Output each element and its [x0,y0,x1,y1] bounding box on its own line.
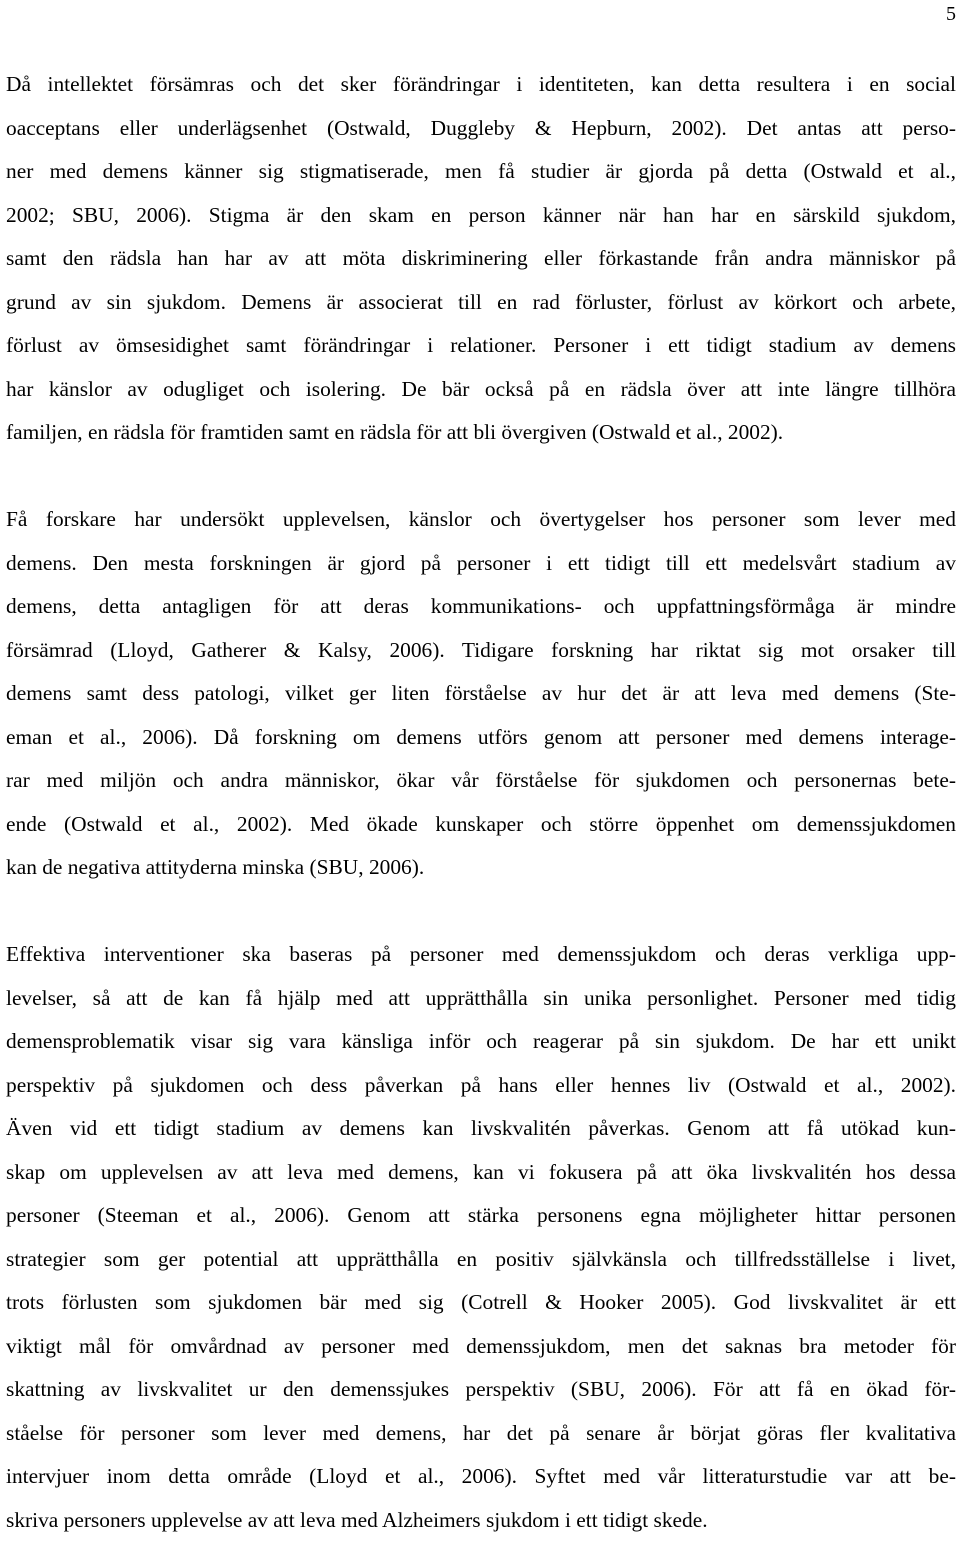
text-line: Få forskare har undersökt upplevelsen, känslor och övertygelser hos personer som lever med [6,498,956,542]
text-line: oacceptans eller underlägsenhet (Ostwald, Duggleby & Hepburn, 2002). Det antas att perso- [6,107,956,151]
text-line: 2002; SBU, 2006). Stigma är den skam en person känner när han har en särskild sjukdom, [6,194,956,238]
text-line: skattning av livskvalitet ur den demenssjukes perspektiv (SBU, 2006). För att få en ökad för- [6,1368,956,1412]
text-line: intervjuer inom detta område (Lloyd et al., 2006). Syftet med vår litteraturstudie var att be- [6,1455,956,1499]
text-line: demens, detta antagligen för att deras kommunikations- och uppfattningsförmåga är mindre [6,585,956,629]
page-number: 5 [946,2,956,26]
paragraph-spacer [6,890,956,934]
paragraph-1 [6,63,956,455]
text-line: viktigt mål för omvårdnad av personer med demenssjukdom, men det saknas bra metoder för [6,1325,956,1369]
paragraph-2 [6,498,956,890]
text-line: Då intellektet försämras och det sker förändringar i identiteten, kan detta resultera i en social [6,63,956,107]
text-line: förlust av ömsesidighet samt förändringar i relationer. Personer i ett tidigt stadium av demens [6,324,956,368]
text-line: rar med miljön och andra människor, ökar vår förståelse för sjukdomen och personernas bete- [6,759,956,803]
text-line: har känslor av odugliget och isolering. De bär också på en rädsla över att inte längre tillhöra [6,368,956,412]
text-line: ner med demens känner sig stigmatiserade, men få studier är gjorda på detta (Ostwald et al., [6,150,956,194]
paragraph-spacer [6,455,956,499]
text-line: kan de negativa attityderna minska (SBU, 2006). [6,846,956,890]
text-line: ende (Ostwald et al., 2002). Med ökade kunskaper och större öppenhet om demenssjukdomen [6,803,956,847]
text-line: samt den rädsla han har av att möta diskriminering eller förkastande från andra människor på [6,237,956,281]
text-line: perspektiv på sjukdomen och dess påverkan på hans eller hennes liv (Ostwald et al., 2002). [6,1064,956,1108]
text-line: ståelse för personer som lever med demens, har det på senare år börjat göras fler kvalitativa [6,1412,956,1456]
text-line: skap om upplevelsen av att leva med demens, kan vi fokusera på att öka livskvalitén hos dessa [6,1151,956,1195]
text-line: Effektiva interventioner ska baseras på personer med demenssjukdom och deras verkliga upp- [6,933,956,977]
text-line: eman et al., 2006). Då forskning om demens utförs genom att personer med demens interage- [6,716,956,760]
text-line: levelser, så att de kan få hjälp med att upprätthålla sin unika personlighet. Personer med tidig [6,977,956,1021]
text-line: Även vid ett tidigt stadium av demens kan livskvalitén påverkas. Genom att få utökad kun- [6,1107,956,1151]
text-line: grund av sin sjukdom. Demens är associerat till en rad förluster, förlust av körkort och arbete, [6,281,956,325]
body-text [6,63,956,1542]
text-line: familjen, en rädsla för framtiden samt en rädsla för att bli övergiven (Ostwald et al., 2002). [6,411,956,455]
text-line: strategier som ger potential att upprätthålla en positiv självkänsla och tillfredsställelse i livet, [6,1238,956,1282]
text-line: försämrad (Lloyd, Gatherer & Kalsy, 2006). Tidigare forskning har riktat sig mot orsaker till [6,629,956,673]
text-line: trots förlusten som sjukdomen bär med sig (Cotrell & Hooker 2005). God livskvalitet är ett [6,1281,956,1325]
text-line: demensproblematik visar sig vara känsliga inför och reagerar på sin sjukdom. De har ett unikt [6,1020,956,1064]
text-line: demens. Den mesta forskningen är gjord på personer i ett tidigt till ett medelsvårt stadium av [6,542,956,586]
paragraph-3 [6,933,956,1542]
text-line: skriva personers upplevelse av att leva med Alzheimers sjukdom i ett tidigt skede. [6,1499,956,1542]
text-line: personer (Steeman et al., 2006). Genom att stärka personens egna möjligheter hittar personen [6,1194,956,1238]
text-line: demens samt dess patologi, vilket ger liten förståelse av hur det är att leva med demens (Ste- [6,672,956,716]
